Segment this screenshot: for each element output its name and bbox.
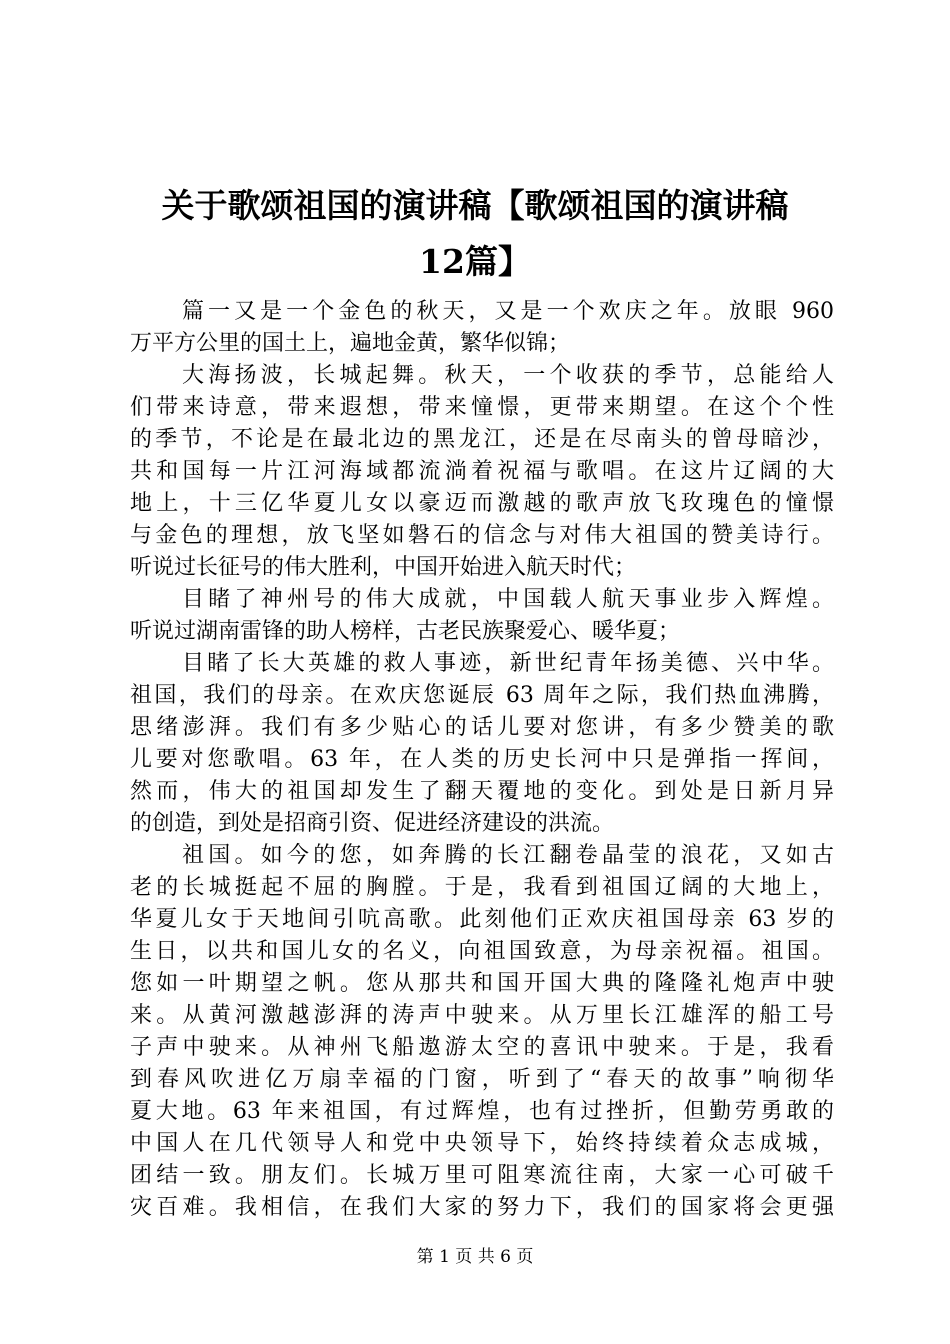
title-line-2: 12篇】 bbox=[419, 242, 531, 281]
text-line: 们带来诗意，带来遐想，带来憧憬，更带来期望。在这个个性 bbox=[130, 395, 834, 420]
text-line: 思绪澎湃。我们有多少贴心的话儿要对您讲，有多少赞美的歌 bbox=[130, 715, 834, 740]
text-line: 听说过长征号的伟大胜利，中国开始进入航天时代； bbox=[130, 555, 637, 580]
text-line: 共和国每一片江河海域都流淌着祝福与歌唱。在这片辽阔的大 bbox=[130, 459, 834, 484]
text-line: 的季节，不论是在最北边的黑龙江，还是在尽南头的曾母暗沙， bbox=[130, 427, 834, 452]
text-line: 然而，伟大的祖国却发生了翻天覆地的变化。到处是日新月异 bbox=[130, 779, 834, 804]
text-line: 华夏儿女于天地间引吭高歌。此刻他们正欢庆祖国母亲 63 岁的 bbox=[130, 907, 834, 932]
text-line: 地上，十三亿华夏儿女以豪迈而激越的歌声放飞玫瑰色的憧憬 bbox=[130, 491, 834, 516]
text-line: 儿要对您歌唱。63 年，在人类的历史长河中只是弹指一挥间， bbox=[130, 747, 834, 772]
text-line: 到春风吹进亿万扇幸福的门窗，听到了“春天的故事”响彻华 bbox=[130, 1067, 834, 1092]
title-line-1: 关于歌颂祖国的演讲稿【歌颂祖国的演讲稿 bbox=[161, 186, 789, 225]
text-line: 祖国，我们的母亲。在欢庆您诞辰 63 周年之际，我们热血沸腾， bbox=[130, 683, 834, 708]
text-line: 大海扬波，长城起舞。秋天，一个收获的季节，总能给人 bbox=[182, 363, 834, 388]
text-line: 老的长城挺起不屈的胸膛。于是，我看到祖国辽阔的大地上， bbox=[130, 875, 834, 900]
text-line: 篇一又是一个金色的秋天，又是一个欢庆之年。放眼 960 bbox=[182, 299, 834, 324]
text-line: 听说过湖南雷锋的助人榜样，古老民族聚爱心、暖华夏； bbox=[130, 619, 681, 644]
page-footer: 第 1 页 共 6 页 bbox=[416, 1247, 534, 1267]
text-line: 夏大地。63 年来祖国，有过辉煌，也有过挫折，但勤劳勇敢的 bbox=[130, 1099, 834, 1124]
text-line: 灾百难。我相信，在我们大家的努力下，我们的国家将会更强 bbox=[130, 1195, 834, 1220]
text-line: 的创造，到处是招商引资、促进经济建设的洪流。 bbox=[130, 811, 615, 836]
text-line: 中国人在几代领导人和党中央领导下，始终持续着众志成城， bbox=[130, 1131, 834, 1156]
text-line: 团结一致。朋友们。长城万里可阻寒流往南，大家一心可破千 bbox=[130, 1163, 834, 1188]
text-line: 与金色的理想，放飞坚如磐石的信念与对伟大祖国的赞美诗行。 bbox=[130, 523, 834, 548]
text-line: 目睹了长大英雄的救人事迹，新世纪青年扬美德、兴中华。 bbox=[182, 651, 834, 676]
text-line: 目睹了神州号的伟大成就，中国载人航天事业步入辉煌。 bbox=[182, 587, 834, 612]
text-line: 来。从黄河激越澎湃的涛声中驶来。从万里长江雄浑的船工号 bbox=[130, 1003, 834, 1028]
document-title bbox=[80, 178, 870, 290]
document-body bbox=[130, 296, 834, 1224]
text-line: 子声中驶来。从神州飞船遨游太空的喜讯中驶来。于是，我看 bbox=[130, 1035, 834, 1060]
text-line: 祖国。如今的您，如奔腾的长江翻卷晶莹的浪花，又如古 bbox=[182, 843, 834, 868]
text-line: 万平方公里的国土上，遍地金黄，繁华似锦； bbox=[130, 331, 571, 356]
text-line: 生日，以共和国儿女的名义，向祖国致意，为母亲祝福。祖国。 bbox=[130, 939, 834, 964]
text-line: 您如一叶期望之帆。您从那共和国开国大典的隆隆礼炮声中驶 bbox=[130, 971, 834, 996]
